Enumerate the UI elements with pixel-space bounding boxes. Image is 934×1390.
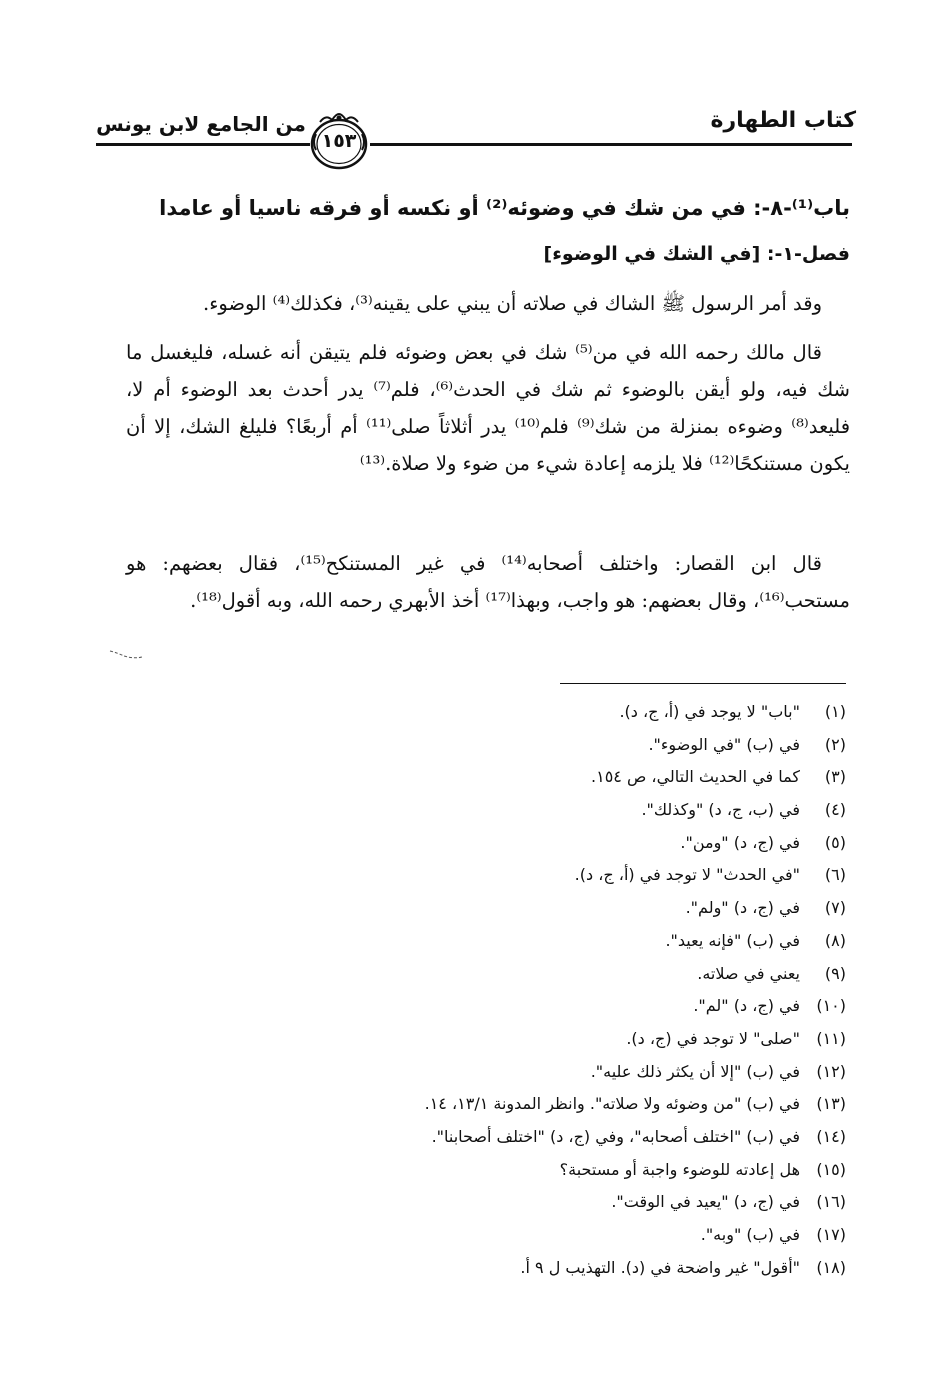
body-paragraph [126,545,850,619]
footnote [286,729,846,762]
footnote-text: "باب" لا يوجد في (أ، ج، د). [619,702,800,721]
header-rule-left [96,143,310,146]
footnote [286,696,846,729]
header-source-title: من الجامع لابن يونس [96,112,306,136]
footnote-text: في (ب) "في الوضوء". [648,734,800,754]
footnote-text: في (ب، ج، د) "وكذلك". [641,800,800,820]
footnote-number: (٣) [824,767,846,787]
footnote [286,794,846,827]
footnote [286,859,846,892]
header-book-title: كتاب الطهارة [710,108,856,133]
footnote [286,892,846,925]
footnote-text: كما في الحديث التالي، ص ١٥٤. [591,767,800,787]
footnote [286,827,846,860]
footnote [286,1186,846,1219]
paragraph-text: وقد أمر الرسول ﷺ الشاك في صلاته أن يبني على يقينه⁽³⁾، فكذلك⁽⁴⁾ الوضوء. [203,292,822,315]
footnote-number: (١٣) [816,1094,846,1114]
body-paragraph [126,285,850,322]
footnote-text: في (ج، د) "ولم". [685,898,800,918]
footnote-text: يعني في صلاته. [697,963,800,983]
footnote-text: "أقول" غير واضحة في (د). التهذيب ل ٩ أ. [520,1257,800,1277]
footnote-text: في (ج، د) "يعيد في الوقت". [611,1192,800,1212]
footnote-number: (١٨) [816,1257,846,1277]
footnote [286,1121,846,1154]
footnote [286,1056,846,1089]
footnote-text: "في الحدث" لا توجد في (أ، ج، د). [574,865,800,885]
footnote-number: (٤) [824,800,846,820]
footnote-text: في (ج، د) "ومن". [680,832,800,852]
header-rule-right [370,143,852,146]
footnote-number: (١٧) [816,1225,846,1244]
footnote [286,1088,846,1121]
footnote [286,990,846,1023]
footnote [286,958,846,991]
footnote-number: (١٦) [816,1192,846,1212]
chapter-title: باب⁽¹⁾-٨-: في من شك في وضوئه⁽²⁾ أو نكسه أو فرقه ناسيا أو عامدا [159,196,850,220]
footnote [286,925,846,958]
footnote [286,1023,846,1056]
footnote-number: (١٥) [816,1159,846,1179]
footnote-number: (١٤) [816,1126,846,1146]
stray-pen-mark-icon [108,648,144,660]
footnote-text: في (ب) "اختلف أصحابه"، وفي (ج، د) "اختلف أصحابنا". [431,1126,800,1146]
footnote-text: في (ب) "فإنه يعيد". [665,930,800,950]
footnotes-list [286,696,846,1284]
footnote [286,1219,846,1252]
footnote [286,1252,846,1285]
footnote-number: (٦) [824,865,846,885]
footnote-number: (١١) [816,1028,846,1048]
footnote [286,1154,846,1187]
footnote-number: (١) [824,702,846,721]
footnote-number: (٩) [824,963,846,983]
footnote-text: هل إعادته للوضوء واجبة أو مستحبة؟ [559,1159,800,1179]
page-number: ١٥٣ [321,130,357,152]
paragraph-text: قال مالك رحمه الله في من⁽⁵⁾ شك في بعض وضوئه فلم يتيقن أنه غسله، فليغسل ما شك فيه، ولو أيقن بالوضوء ثم شك في الحدث⁽⁶⁾، فلم⁽⁷⁾ يدر أحدث بعد الوضوء أم لا، فليعد⁽⁸⁾ وضوءه بمنزلة من شك⁽⁹⁾ فلم⁽¹⁰⁾ يدر أثلاثاً صلى⁽¹¹⁾ أم أربعًا؟ فليلغ الشك، إلا أن يكون مستنكحًا⁽¹²⁾ فلا يلزمه إعادة شيء من ضوء ولا صلاة.⁽¹³⁾ [126,341,851,475]
footnote [286,761,846,794]
page-number-badge [306,110,372,176]
footnote-number: (٨) [824,930,846,950]
footnote-text: "صلى" لا توجد في (ج، د). [626,1028,800,1048]
footnote-number: (٧) [824,898,846,918]
footnote-text: في (ب) "من وضوئه ولا صلاته". وانظر المدونة ١٣/١، ١٤. [424,1094,800,1114]
footnote-number: (٥) [824,832,846,852]
footnote-number: (٢) [824,734,846,754]
section-title: فصل-١-: [في الشك في الوضوء] [543,243,850,265]
paragraph-text: قال ابن القصار: واختلف أصحابه⁽¹⁴⁾ في غير المستنكح⁽¹⁵⁾، فقال بعضهم: هو مستحب⁽¹⁶⁾، وقال بعضهم: هو واجب، وبهذا⁽¹⁷⁾ أخذ الأبهري رحمه الله، وبه أقول⁽¹⁸⁾. [126,552,850,612]
footnote-number: (١٢) [816,1061,846,1081]
footnote-text: في (ب) "إلا أن يكثر ذلك عليه". [590,1061,800,1081]
footnote-separator [560,683,846,684]
body-paragraph [126,334,850,482]
footnote-number: (١٠) [816,996,846,1016]
footnote-text: في (ج، د) "لم". [693,996,800,1016]
footnote-text: في (ب) "وبه". [700,1225,800,1244]
